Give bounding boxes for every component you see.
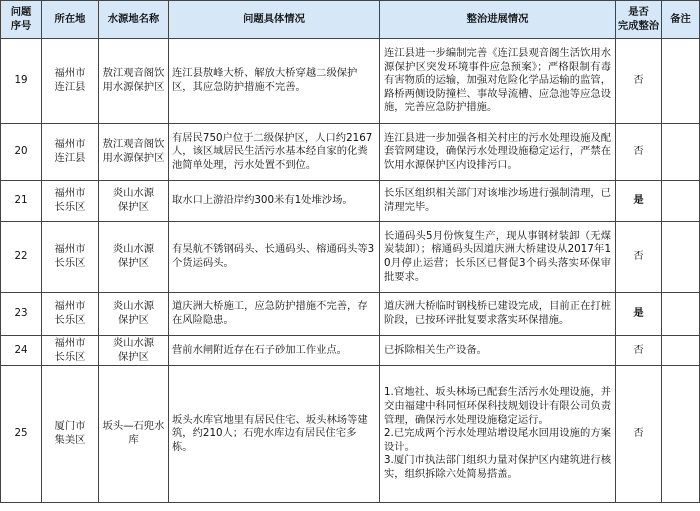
cell-note — [662, 222, 700, 293]
cell-problem: 有居民750户位于二级保护区，人口约2167人，该区域居民生活污水基本经自家的化粪池简单处理，污水处置不到位。 — [169, 124, 380, 181]
cell-seq: 20 — [1, 124, 42, 181]
table-row — [1, 39, 700, 124]
cell-source: 炎山水源 保护区 — [99, 336, 169, 366]
cell-source: 炎山水源 保护区 — [99, 181, 169, 222]
cell-seq: 19 — [1, 39, 42, 124]
cell-progress: 连江县进一步加强各相关村庄的污水处理设施及配套管网建设，确保污水处理设施稳定运行，严禁在饮用水源保护区内设排污口。 — [380, 124, 616, 181]
cell-location: 福州市 长乐区 — [42, 293, 99, 336]
table-row — [1, 181, 700, 222]
cell-source: 敖江观音阁饮用水源保护区 — [99, 39, 169, 124]
cell-source: 坂头—石兜水库 — [99, 366, 169, 503]
table-row — [1, 124, 700, 181]
cell-done: 否 — [616, 366, 662, 503]
cell-note — [662, 181, 700, 222]
header-source: 水源地名称 — [99, 1, 169, 39]
cell-location: 福州市 长乐区 — [42, 181, 99, 222]
cell-problem: 连江县敖峰大桥、解放大桥穿越二级保护区，其应急防护措施不完善。 — [169, 39, 380, 124]
cell-seq: 25 — [1, 366, 42, 503]
table-row — [1, 366, 700, 503]
cell-problem: 坂头水库官地里有居民住宅、坂头林场等建筑，约210人；石兜水库边有居民住宅多栋。 — [169, 366, 380, 503]
cell-seq: 24 — [1, 336, 42, 366]
cell-progress: 1.官地社、坂头林场已配套生活污水处理设施，并交由福建中科同恒环保科技规划设计有限公司负责管理，确保污水处理设施稳定运行。 2.已完成两个污水处理站增设尾水回用设施的方案设计。 3.厦门市执法部门组织力量对保护区内建筑进行核实，组织拆除六处简易搭盖。 — [380, 366, 616, 503]
header-progress: 整治进展情况 — [380, 1, 616, 39]
cell-note — [662, 124, 700, 181]
cell-seq: 21 — [1, 181, 42, 222]
cell-done: 否 — [616, 39, 662, 124]
cell-note — [662, 39, 700, 124]
cell-source: 炎山水源 保护区 — [99, 293, 169, 336]
cell-done: 否 — [616, 222, 662, 293]
header-row — [1, 1, 700, 39]
header-location: 所在地 — [42, 1, 99, 39]
header-problem: 问题具体情况 — [169, 1, 380, 39]
cell-progress: 已拆除相关生产设备。 — [380, 336, 616, 366]
cell-problem: 道庆洲大桥施工，应急防护措施不完善，存在风险隐患。 — [169, 293, 380, 336]
cell-problem: 有昊航不锈钢码头、长通码头、榕通码头等3个货运码头。 — [169, 222, 380, 293]
cell-problem: 营前水闸附近存在石子砂加工作业点。 — [169, 336, 380, 366]
cell-location: 福州市 长乐区 — [42, 336, 99, 366]
cell-location: 福州市 长乐区 — [42, 222, 99, 293]
cell-done: 是 — [616, 293, 662, 336]
cell-note — [662, 293, 700, 336]
table-row — [1, 293, 700, 336]
cell-location: 厦门市 集美区 — [42, 366, 99, 503]
cell-location: 福州市 连江县 — [42, 124, 99, 181]
cell-note — [662, 366, 700, 503]
cell-source: 敖江观音阁饮用水源保护区 — [99, 124, 169, 181]
cell-progress: 道庆洲大桥临时钢栈桥已建设完成，目前正在打桩阶段，已按环评批复要求落实环保措施。 — [380, 293, 616, 336]
cell-done: 否 — [616, 124, 662, 181]
cell-note — [662, 336, 700, 366]
cell-progress: 长乐区组织相关部门对该堆沙场进行强制清理，已清理完毕。 — [380, 181, 616, 222]
cell-seq: 23 — [1, 293, 42, 336]
cell-location: 福州市 连江县 — [42, 39, 99, 124]
header-done: 是否 完成整治 — [616, 1, 662, 39]
table-row — [1, 222, 700, 293]
cell-progress: 连江县进一步编制完善《连江县观音阁生活饮用水源保护区突发环境事件应急预案》；严格限制有毒有害物质的运输，加强对危险化学品运输的监管，路桥两侧设防撞栏、事故导流槽、应急池等应急设施，完善应急防护措施。 — [380, 39, 616, 124]
header-seq: 问题 序号 — [1, 1, 42, 39]
cell-problem: 取水口上游沿岸约300米有1处堆沙场。 — [169, 181, 380, 222]
header-note: 备注 — [662, 1, 700, 39]
cell-source: 炎山水源 保护区 — [99, 222, 169, 293]
cell-progress: 长通码头5月份恢复生产，现从事钢材装卸（无煤炭装卸）；榕通码头因道庆洲大桥建设从2017年10月停止运营；长乐区已督促3个码头落实环保审批要求。 — [380, 222, 616, 293]
cell-done: 是 — [616, 181, 662, 222]
cell-done: 否 — [616, 336, 662, 366]
cell-seq: 22 — [1, 222, 42, 293]
table-row — [1, 336, 700, 366]
